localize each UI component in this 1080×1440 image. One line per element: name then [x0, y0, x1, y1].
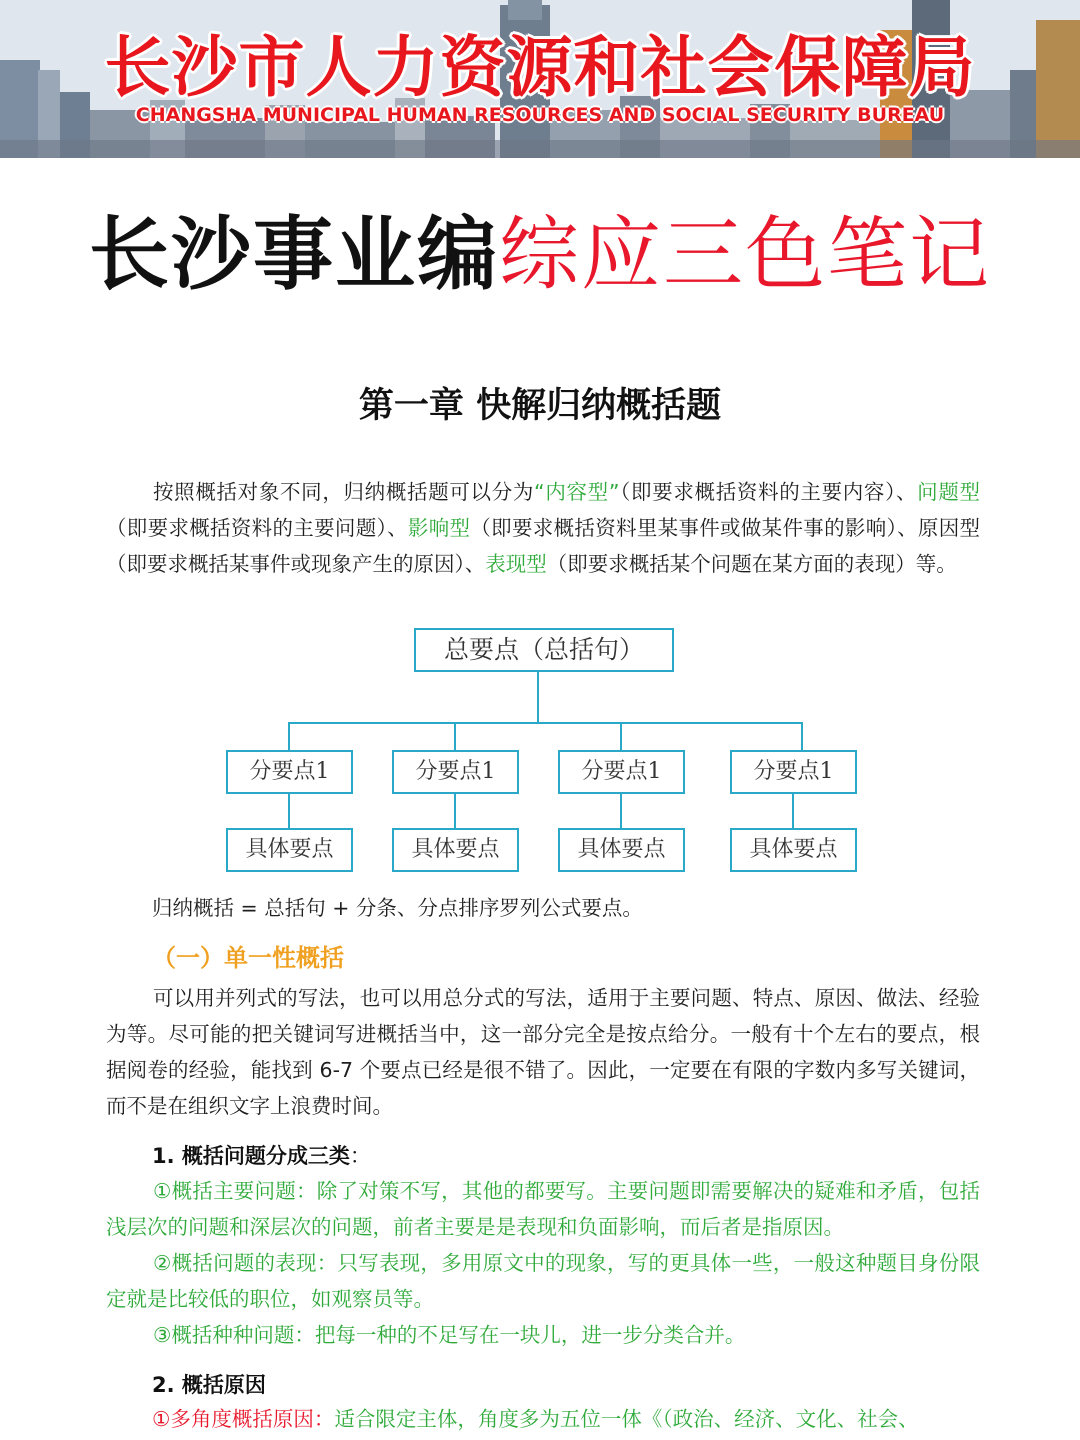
item2-point-1-label: ①多角度概括原因： [152, 1407, 335, 1431]
diagram-connector [620, 794, 622, 830]
diagram-connector [801, 722, 803, 752]
diagram-connector [537, 672, 539, 724]
diagram-detail-point: 具体要点 [730, 828, 857, 872]
diagram-top-box: 总要点（总括句） [414, 628, 674, 672]
diagram-detail-point: 具体要点 [226, 828, 353, 872]
title-black-part: 长沙事业编 [89, 207, 499, 301]
diagram-connector [288, 722, 290, 752]
diagram-sub-point: 分要点1 [730, 750, 857, 794]
item1-point-2: ②概括问题的表现：只写表现，多用原文中的现象，写的更具体一些，一般这种题目身份限定就是比较低的职位，如观察员等。 [106, 1251, 980, 1311]
bureau-name-english: CHANGSHA MUNICIPAL HUMAN RESOURCES AND SOCIAL SECURITY BUREAU [135, 104, 945, 126]
item1-heading [152, 1140, 371, 1170]
item2-point-1 [152, 1401, 919, 1437]
title-red-part: 综应三色笔记 [499, 208, 991, 301]
item1-point-3: ③概括种种问题：把每一种的不足写在一块儿，进一步分类合并。 [153, 1323, 746, 1347]
intro-text-3: （即要求概括资料的主要问题）、 [106, 516, 408, 540]
type-manifestation: 表现型 [485, 552, 547, 576]
type-content: “内容型” [534, 480, 620, 504]
intro-text-4: （即要求概括资料里某事件或做某件事的影响）、原因型（即要求概括某事件或现象产生的原因）、 [106, 516, 981, 576]
type-problem: 问题型 [917, 480, 981, 504]
section-body: 可以用并列式的写法，也可以用总分式的写法，适用于主要问题、特点、原因、做法、经验为等。尽可能的把关键词写进概括当中，这一部分完全是按点给分。一般有十个左右的要点，根据阅卷的经验，能找到 6-7 个要点已经是很不错了。因此，一定要在有限的字数内多写关键词，而不是在组织文字上浪费时间。 [106, 986, 980, 1118]
diagram-detail-point: 具体要点 [392, 828, 519, 872]
diagram-connector [620, 722, 622, 752]
diagram-connector [288, 794, 290, 830]
diagram-connector [792, 794, 794, 830]
header-banner [0, 0, 1080, 158]
intro-text-5: （即要求概括某个问题在某方面的表现）等。 [546, 552, 957, 576]
structure-diagram [0, 620, 1080, 880]
diagram-connector [454, 794, 456, 830]
document-title [0, 206, 1080, 303]
item2-point-1-text: 适合限定主体，角度多为五位一体《（政治、经济、文化、社会、 [334, 1407, 919, 1431]
diagram-sub-point: 分要点1 [392, 750, 519, 794]
bureau-name: 长沙市人力资源和社会保障局 [104, 29, 976, 106]
chapter-heading: 第一章 快解归纳概括题 [358, 386, 722, 426]
item2-heading: 2. 概括原因 [152, 1373, 266, 1397]
item1-colon: ： [349, 1144, 371, 1168]
item1-point-1: ①概括主要问题：除了对策不写，其他的都要写。主要问题即需要解决的疑难和矛盾，包括浅层次的问题和深层次的问题，前者主要是是表现和负面影响，而后者是指原因。 [106, 1179, 980, 1239]
diagram-detail-point: 具体要点 [558, 828, 685, 872]
diagram-connector [288, 722, 803, 724]
section-heading: （一）单一性概括 [152, 944, 344, 972]
diagram-connector [454, 722, 456, 752]
formula-line: 归纳概括 = 总括句 + 分条、分点排序罗列公式要点。 [152, 896, 643, 920]
diagram-sub-point: 分要点1 [226, 750, 353, 794]
diagram-sub-point: 分要点1 [558, 750, 685, 794]
intro-text-2: （即要求概括资料的主要内容）、 [619, 480, 918, 504]
item1-heading-text: 1. 概括问题分成三类 [152, 1144, 350, 1168]
type-impact: 影响型 [407, 516, 471, 540]
intro-paragraph [106, 474, 980, 582]
intro-text-1: 按照概括对象不同，归纳概括题可以分为 [153, 480, 535, 504]
